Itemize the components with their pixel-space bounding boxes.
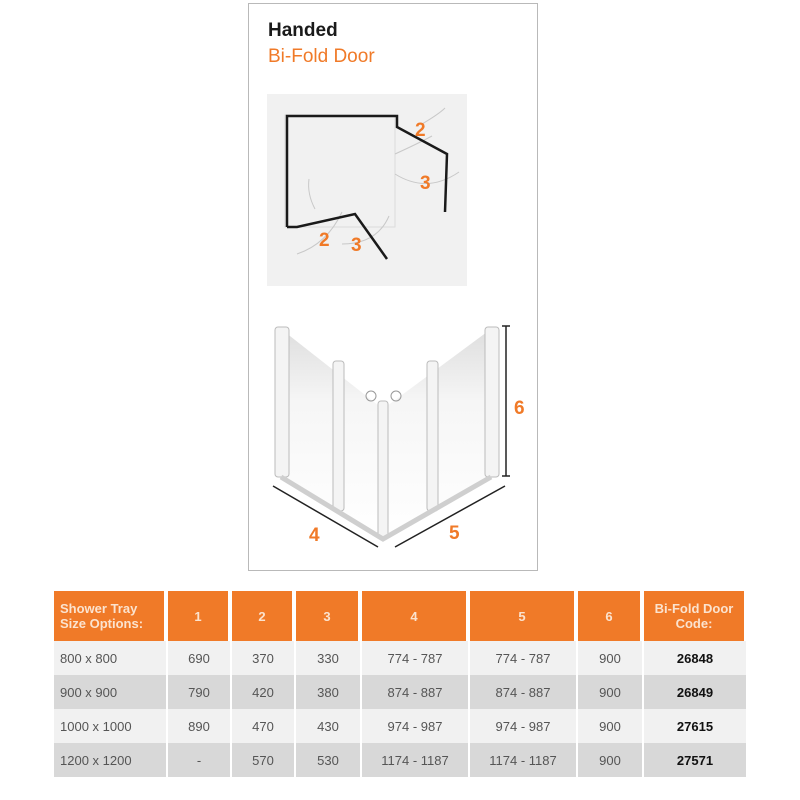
header-dim-5: 5 [470, 591, 576, 641]
product-card [248, 3, 538, 571]
tray-outline [285, 115, 395, 227]
cell-dim: 1174 - 1187 [470, 743, 576, 777]
cell-dim: - [168, 743, 230, 777]
header-dim-2: 2 [232, 591, 294, 641]
size-options-table [52, 591, 748, 777]
header-dim-4: 4 [362, 591, 468, 641]
cell-dim: 1174 - 1187 [362, 743, 468, 777]
door-handle-icon [366, 391, 376, 401]
header-dim-6: 6 [578, 591, 642, 641]
swing-arc [309, 179, 315, 209]
cell-dim: 370 [232, 641, 294, 675]
fold-hinge [427, 361, 438, 511]
table-row [54, 743, 746, 777]
cell-dim: 420 [232, 675, 294, 709]
cell-dim: 774 - 787 [470, 641, 576, 675]
swing-arc [395, 136, 432, 154]
dimension-label: 5 [449, 523, 460, 544]
cell-door-code: 26849 [644, 675, 746, 709]
door-closing-post [378, 401, 388, 539]
plan-label: 2 [415, 120, 426, 141]
cell-dim: 380 [296, 675, 360, 709]
cell-dim: 530 [296, 743, 360, 777]
cell-dim: 900 [578, 641, 642, 675]
cell-dim: 890 [168, 709, 230, 743]
cell-dim: 690 [168, 641, 230, 675]
fold-hinge [333, 361, 344, 511]
cell-tray-size: 1200 x 1200 [54, 743, 166, 777]
card-subtitle: Bi-Fold Door [268, 46, 375, 67]
cell-dim: 570 [232, 743, 294, 777]
wall-profile [275, 327, 289, 477]
cell-dim: 900 [578, 709, 642, 743]
plan-diagram [267, 94, 467, 286]
plan-label: 2 [319, 230, 330, 251]
table-row [54, 675, 746, 709]
dimension-label: 4 [309, 525, 320, 546]
cell-dim: 874 - 887 [470, 675, 576, 709]
cell-dim: 974 - 987 [470, 709, 576, 743]
table-row [54, 709, 746, 743]
cell-tray-size: 900 x 900 [54, 675, 166, 709]
header-tray-size: Shower Tray Size Options: [54, 591, 166, 641]
cell-door-code: 27571 [644, 743, 746, 777]
cell-tray-size: 1000 x 1000 [54, 709, 166, 743]
cell-dim: 974 - 987 [362, 709, 468, 743]
cell-dim: 900 [578, 743, 642, 777]
table-header-row [54, 591, 746, 641]
table-row [54, 641, 746, 675]
cell-dim: 430 [296, 709, 360, 743]
cell-dim: 470 [232, 709, 294, 743]
header-dim-3: 3 [296, 591, 360, 641]
cell-dim: 790 [168, 675, 230, 709]
cell-door-code: 26848 [644, 641, 746, 675]
plan-label: 3 [351, 235, 362, 256]
cell-door-code: 27615 [644, 709, 746, 743]
cell-dim: 900 [578, 675, 642, 709]
card-title: Handed [268, 20, 338, 41]
wall-profile [485, 327, 499, 477]
cell-dim: 874 - 887 [362, 675, 468, 709]
header-door-code: Bi-Fold Door Code: [644, 591, 746, 641]
cell-dim: 774 - 787 [362, 641, 468, 675]
plan-label: 3 [420, 173, 431, 194]
header-dim-1: 1 [168, 591, 230, 641]
cell-tray-size: 800 x 800 [54, 641, 166, 675]
dimension-label: 6 [514, 398, 525, 419]
isometric-diagram [261, 309, 531, 564]
cell-dim: 330 [296, 641, 360, 675]
